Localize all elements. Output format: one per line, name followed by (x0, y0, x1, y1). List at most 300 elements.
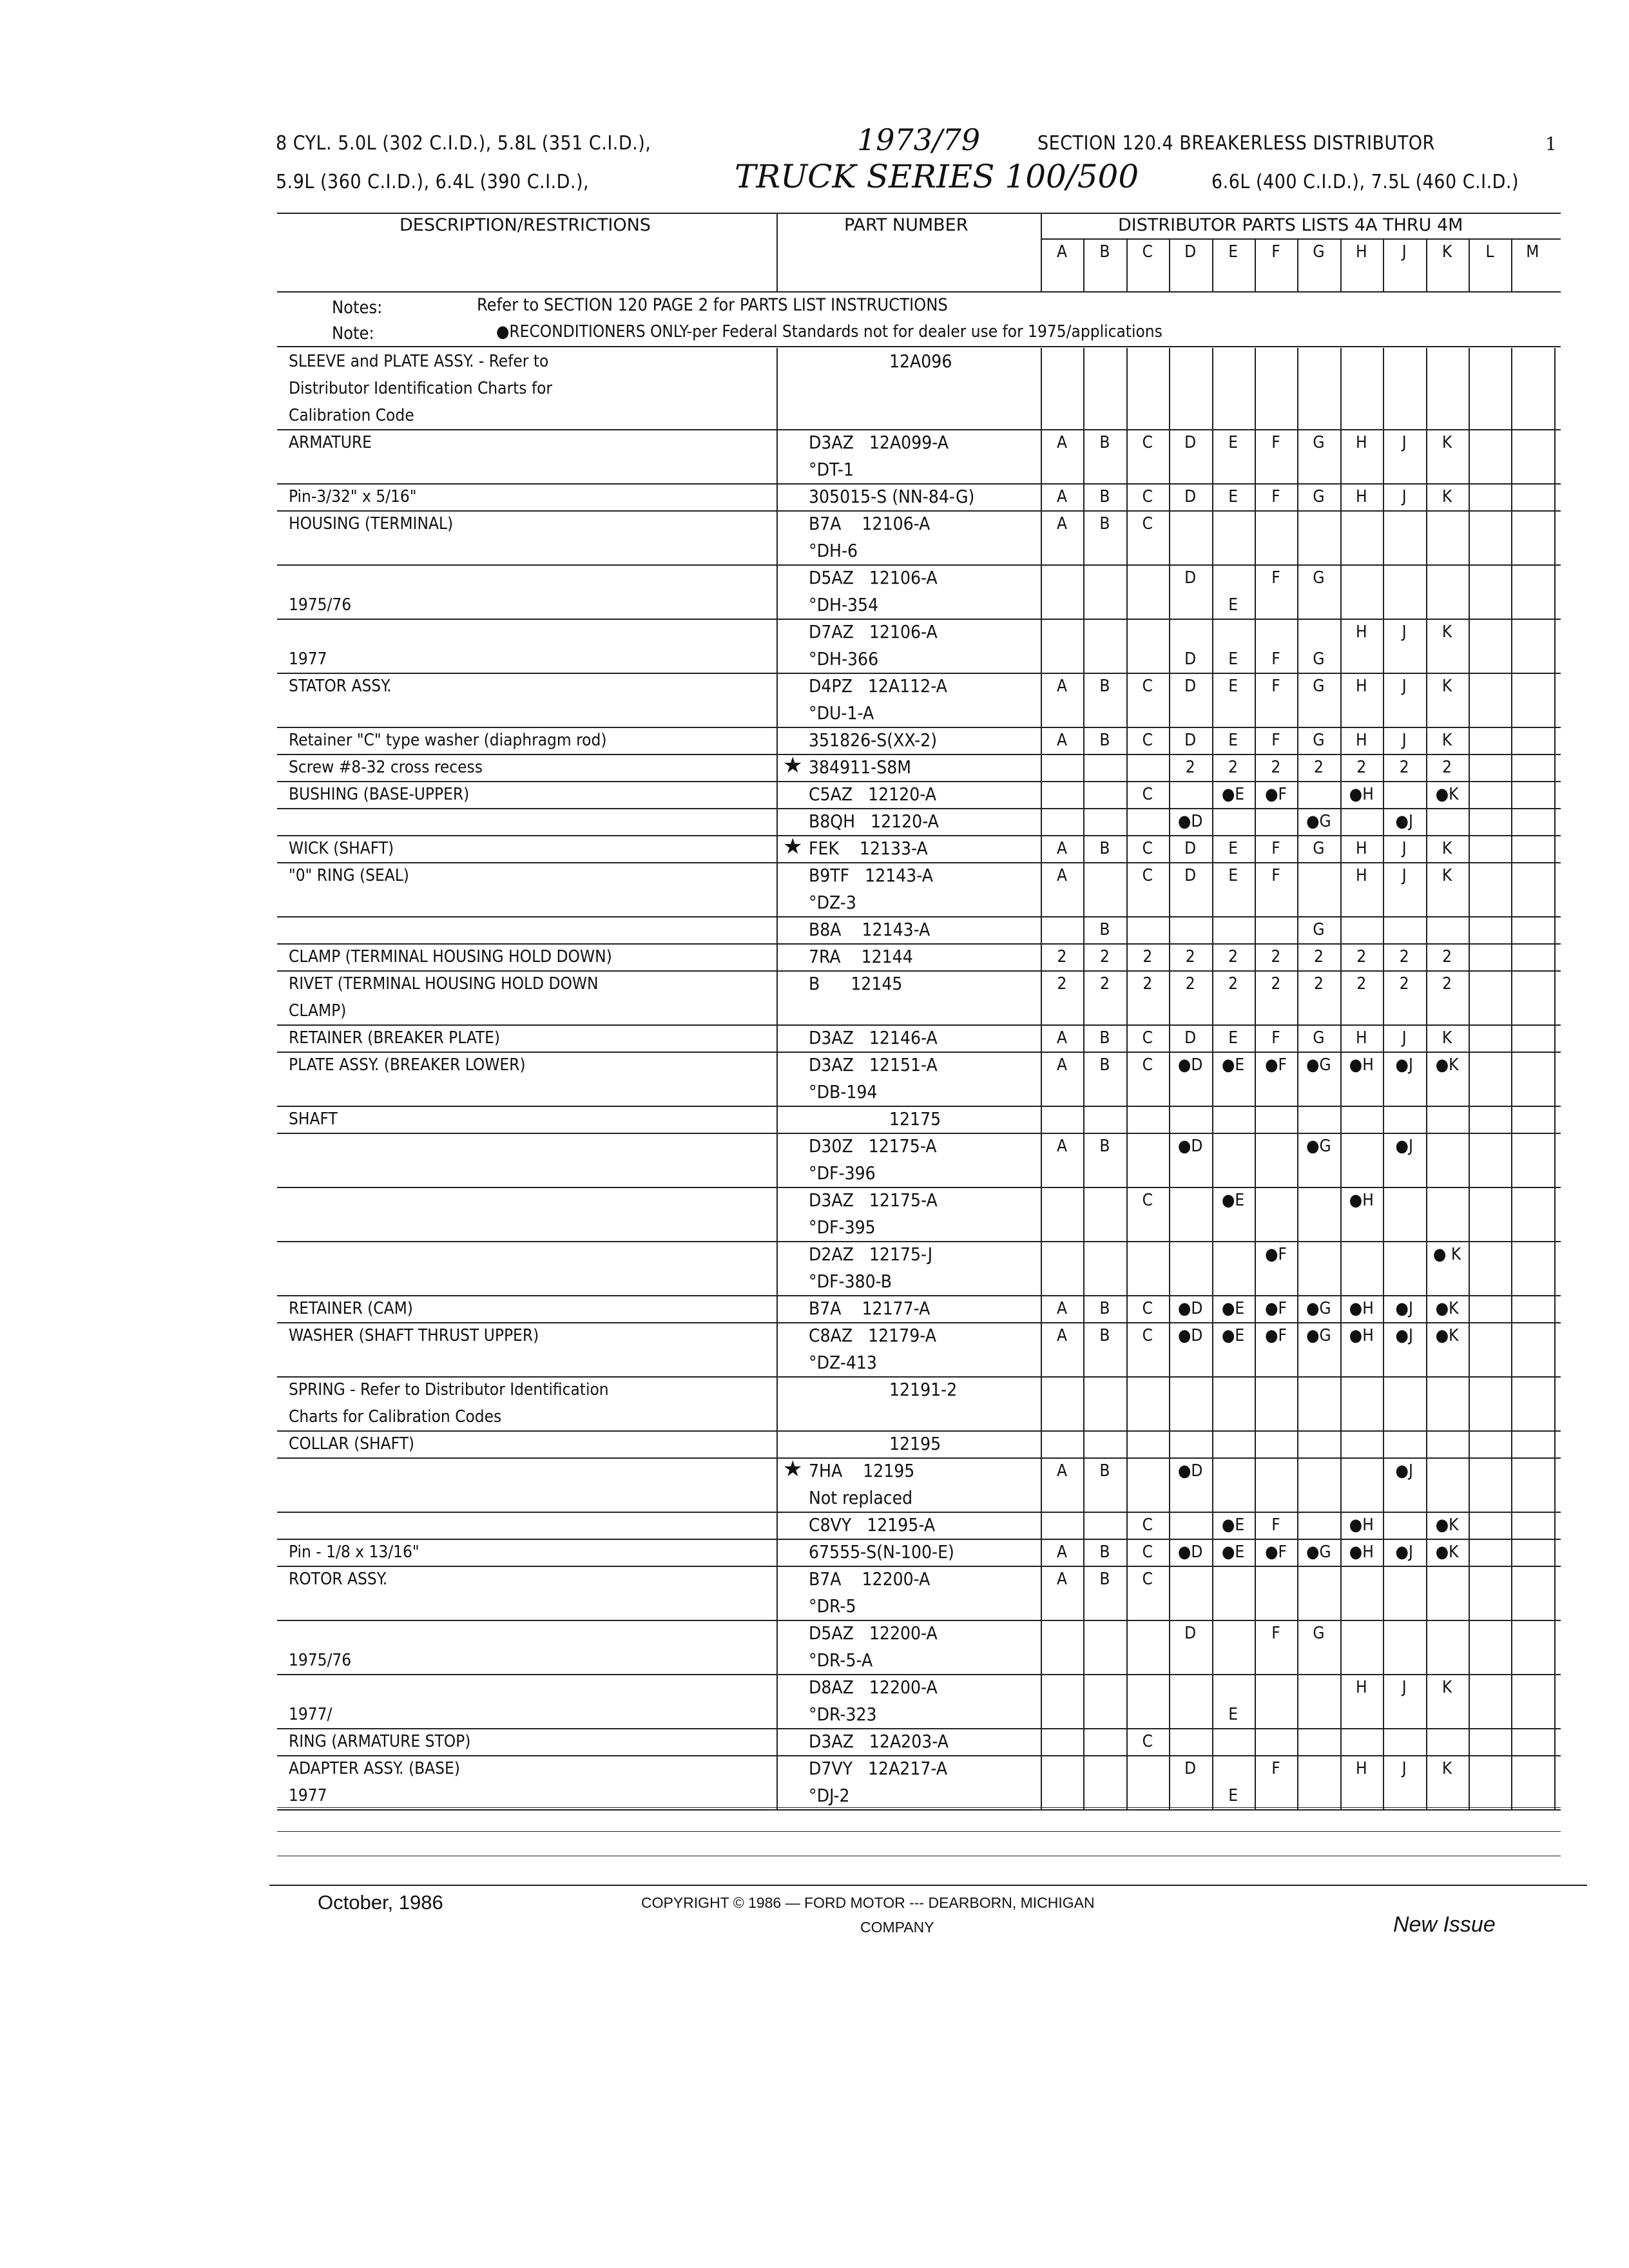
row-col-divider (1169, 1566, 1170, 1620)
row-col-divider (1041, 1430, 1042, 1457)
row-divider-desc (776, 1457, 778, 1512)
row-col-divider (1426, 1052, 1427, 1106)
row-col-divider (1083, 1295, 1084, 1322)
row-col-divider (1469, 1024, 1470, 1052)
row-col-divider (1554, 619, 1556, 673)
grid-cell-d: ●D (1177, 1461, 1203, 1481)
grid-cell-e: 2 (1228, 947, 1239, 966)
column-letter-g: G (1313, 242, 1325, 262)
row-col-divider (1554, 808, 1556, 835)
grid-cell-k: 2 (1442, 758, 1452, 777)
row-col-divider (1426, 564, 1427, 619)
row-col-divider (1255, 1187, 1256, 1241)
row-col-divider (1383, 1728, 1384, 1755)
row-col-divider (1340, 1674, 1342, 1728)
row-col-divider (1255, 808, 1256, 835)
row-col-divider (1426, 1295, 1427, 1322)
row-col-divider (1126, 1106, 1128, 1133)
grid-cell-g: 2 (1313, 947, 1324, 966)
row-col-divider (1212, 1295, 1213, 1322)
row-col-divider (1511, 916, 1512, 943)
row-col-divider (1126, 1133, 1128, 1187)
row-col-divider (1041, 564, 1042, 619)
row-col-divider (1212, 781, 1213, 808)
footer-date: October, 1986 (318, 1891, 443, 1914)
row-col-divider (1511, 348, 1512, 429)
grid-cell-c: C (1142, 785, 1153, 804)
row-col-divider (1297, 619, 1298, 673)
grid-cell-e: 2 (1228, 974, 1239, 994)
row-col-divider (1255, 1106, 1256, 1133)
row-col-divider (1169, 1376, 1170, 1430)
grid-cell-f: ●F (1265, 1299, 1287, 1318)
row-col-divider (1469, 970, 1470, 1024)
row-col-divider (1383, 619, 1384, 673)
row-col-divider (1340, 1241, 1342, 1295)
row-col-divider (1255, 727, 1256, 754)
row-col-divider (1169, 1512, 1170, 1539)
row-col-divider (1554, 1295, 1556, 1322)
row-col-divider (1340, 1322, 1342, 1376)
row-description: "0" RING (SEAL) (289, 866, 409, 885)
footer-company: COMPANY (860, 1919, 934, 1936)
grid-cell-e: ●E (1221, 785, 1245, 804)
row-col-divider (1426, 970, 1427, 1024)
row-description: RIVET (TERMINAL HOUSING HOLD DOWN (289, 974, 599, 994)
row-col-divider (1255, 1728, 1256, 1755)
row-col-divider (1126, 943, 1128, 970)
row-col-divider (1340, 1430, 1342, 1457)
row-col-divider (1041, 1052, 1042, 1106)
grid-cell-f: F (1271, 839, 1280, 858)
header-col-divider (1511, 238, 1512, 291)
row-col-divider (1426, 943, 1427, 970)
row-col-divider (1340, 1755, 1342, 1809)
row-col-divider (1169, 1674, 1170, 1728)
row-col-divider (1511, 1106, 1512, 1133)
row-description: Screw #8-32 cross recess (289, 758, 483, 777)
row-description: PLATE ASSY. (BREAKER LOWER) (289, 1055, 526, 1075)
row-col-divider (1169, 754, 1170, 781)
row-col-divider (1126, 1430, 1128, 1457)
row-col-divider (1255, 1430, 1256, 1457)
row-description: ADAPTER ASSY. (BASE) (289, 1759, 460, 1778)
grid-cell-f: ●F (1265, 1245, 1287, 1264)
row-part-number: °DH-6 (809, 540, 858, 561)
row-col-divider (1297, 510, 1298, 564)
row-part-number: B7A 12177-A (809, 1298, 930, 1319)
row-col-divider (1469, 348, 1470, 429)
row-col-divider (1126, 673, 1128, 727)
grid-cell-e: ●E (1221, 1326, 1245, 1345)
row-col-divider (1511, 1133, 1512, 1187)
row-col-divider (1126, 1457, 1128, 1512)
row-divider-desc (776, 1755, 778, 1809)
row-part-number: D3AZ 12A203-A (809, 1731, 949, 1752)
column-letter-h: H (1355, 242, 1367, 262)
row-col-divider (1212, 1539, 1213, 1566)
row-col-divider (1511, 943, 1512, 970)
row-col-divider (1083, 429, 1084, 483)
row-col-divider (1511, 429, 1512, 483)
grid-cell-b: B (1099, 1326, 1110, 1345)
row-col-divider (1469, 673, 1470, 727)
row-col-divider (1511, 1052, 1512, 1106)
grid-cell-a: A (1057, 1461, 1067, 1481)
grid-cell-d: ●D (1177, 812, 1203, 831)
row-description: HOUSING (TERMINAL) (289, 514, 454, 533)
row-part-number: °DB-194 (809, 1081, 878, 1102)
row-col-divider (1554, 1322, 1556, 1376)
row-col-divider (1169, 1133, 1170, 1187)
row-col-divider (1212, 1241, 1213, 1295)
row-col-divider (1469, 1241, 1470, 1295)
row-col-divider (1083, 1133, 1084, 1187)
grid-cell-h: 2 (1356, 758, 1367, 777)
row-col-divider (1083, 1512, 1084, 1539)
header-series-title: TRUCK SERIES 100/500 (735, 158, 1139, 195)
row-col-divider (1041, 943, 1042, 970)
row-col-divider (1126, 429, 1128, 483)
row-col-divider (1511, 673, 1512, 727)
row-col-divider (1255, 862, 1256, 916)
table-top-rule (277, 213, 1561, 214)
row-divider-desc (776, 1133, 778, 1187)
grid-cell-c: C (1142, 487, 1153, 506)
grid-cell-d: ●D (1177, 1299, 1203, 1318)
row-col-divider (1426, 1133, 1427, 1187)
row-col-divider (1297, 1430, 1298, 1457)
row-col-divider (1383, 1322, 1384, 1376)
row-col-divider (1426, 862, 1427, 916)
row-divider-desc (776, 835, 778, 862)
row-col-divider (1469, 1620, 1470, 1674)
grid-cell-f: F (1271, 866, 1280, 885)
row-description: 1977 (289, 649, 327, 669)
row-col-divider (1426, 619, 1427, 673)
grid-cell-f: 2 (1271, 947, 1281, 966)
row-col-divider (1041, 727, 1042, 754)
row-divider-desc (776, 1322, 778, 1376)
row-divider-desc (776, 862, 778, 916)
footer-rule (269, 1885, 1587, 1886)
grid-cell-f: F (1271, 433, 1280, 452)
row-description: RING (ARMATURE STOP) (289, 1732, 471, 1751)
grid-cell-d: D (1184, 866, 1197, 885)
grid-cell-b: B (1099, 1055, 1110, 1075)
grid-cell-k: ●K (1435, 1299, 1459, 1318)
row-part-number: 67555-S(N-100-E) (809, 1541, 954, 1562)
row-description: WASHER (SHAFT THRUST UPPER) (289, 1326, 539, 1345)
row-col-divider (1469, 1755, 1470, 1809)
row-col-divider (1469, 835, 1470, 862)
row-col-divider (1297, 754, 1298, 781)
row-col-divider (1469, 943, 1470, 970)
row-col-divider (1212, 1106, 1213, 1133)
row-col-divider (1126, 808, 1128, 835)
row-col-divider (1255, 429, 1256, 483)
row-col-divider (1297, 835, 1298, 862)
row-col-divider (1126, 1674, 1128, 1728)
grid-cell-f: ●F (1265, 785, 1287, 804)
grid-cell-a: A (1057, 1055, 1067, 1075)
row-col-divider (1340, 1295, 1342, 1322)
row-col-divider (1083, 1376, 1084, 1430)
header-cid-left-1: 8 CYL. 5.0L (302 C.I.D.), 5.8L (351 C.I.D.), (276, 132, 651, 155)
row-part-number: °DF-395 (809, 1216, 876, 1238)
row-col-divider (1469, 619, 1470, 673)
grid-cell-b: B (1099, 839, 1110, 858)
row-part-number: D7AZ 12106-A (809, 621, 938, 642)
row-col-divider (1511, 1024, 1512, 1052)
row-col-divider (1426, 1620, 1427, 1674)
grid-cell-h: ●H (1349, 1299, 1374, 1318)
row-col-divider (1083, 483, 1084, 510)
row-description: SLEEVE and PLATE ASSY. - Refer to (289, 352, 549, 371)
row-col-divider (1212, 1457, 1213, 1512)
grid-cell-k: ●K (1435, 1515, 1459, 1535)
row-col-divider (1126, 348, 1128, 429)
row-col-divider (1297, 781, 1298, 808)
row-col-divider (1126, 1728, 1128, 1755)
notes-text: Refer to SECTION 120 PAGE 2 for PARTS LIST INSTRUCTIONS (477, 295, 948, 315)
grid-cell-k: K (1441, 839, 1452, 858)
row-col-divider (1554, 1187, 1556, 1241)
grid-cell-g: 2 (1313, 758, 1324, 777)
row-col-divider (1041, 754, 1042, 781)
row-col-divider (1126, 1566, 1128, 1620)
row-col-divider (1169, 1295, 1170, 1322)
row-rule (277, 1809, 1561, 1811)
column-header-lists: DISTRIBUTOR PARTS LISTS 4A THRU 4M (1118, 215, 1463, 235)
row-col-divider (1469, 1133, 1470, 1187)
row-divider-desc (776, 727, 778, 754)
row-col-divider (1255, 1539, 1256, 1566)
row-col-divider (1255, 1674, 1256, 1728)
header-col-divider (1169, 238, 1170, 291)
row-col-divider (1469, 754, 1470, 781)
grid-cell-h: ●H (1349, 1055, 1374, 1075)
grid-cell-c: C (1142, 1542, 1153, 1562)
row-col-divider (1083, 1674, 1084, 1728)
row-part-number: C5AZ 12120-A (809, 783, 936, 805)
lists-title-rule (1041, 238, 1561, 240)
row-part-number: D5AZ 12106-A (809, 567, 938, 588)
row-part-number: °DZ-3 (809, 892, 856, 913)
row-col-divider (1255, 1620, 1256, 1674)
row-col-divider (1041, 673, 1042, 727)
row-col-divider (1511, 1566, 1512, 1620)
row-col-divider (1255, 564, 1256, 619)
row-divider-desc (776, 970, 778, 1024)
row-col-divider (1469, 916, 1470, 943)
grid-cell-a: A (1057, 1542, 1067, 1562)
blank-rule (277, 1807, 1561, 1808)
row-description: ROTOR ASSY. (289, 1570, 388, 1589)
row-col-divider (1212, 970, 1213, 1024)
grid-cell-a: 2 (1057, 974, 1067, 994)
row-col-divider (1255, 1566, 1256, 1620)
row-description: RETAINER (BREAKER PLATE) (289, 1028, 501, 1048)
row-col-divider (1469, 808, 1470, 835)
row-col-divider (1212, 1755, 1213, 1809)
row-col-divider (1426, 1512, 1427, 1539)
row-col-divider (1297, 1052, 1298, 1106)
row-col-divider (1169, 510, 1170, 564)
row-part-number: B7A 12106-A (809, 513, 930, 534)
row-col-divider (1041, 781, 1042, 808)
row-col-divider (1255, 1755, 1256, 1809)
row-col-divider (1426, 673, 1427, 727)
grid-cell-h: H (1355, 1759, 1367, 1778)
row-col-divider (1041, 483, 1042, 510)
grid-cell-f: ●F (1265, 1542, 1287, 1562)
row-col-divider (1426, 1457, 1427, 1512)
row-col-divider (1126, 619, 1128, 673)
grid-cell-j: ●J (1395, 1542, 1413, 1562)
grid-cell-e: E (1228, 866, 1238, 885)
row-col-divider (1212, 429, 1213, 483)
row-col-divider (1212, 1620, 1213, 1674)
row-col-divider (1426, 1755, 1427, 1809)
row-col-divider (1212, 754, 1213, 781)
row-col-divider (1083, 1241, 1084, 1295)
row-col-divider (1297, 970, 1298, 1024)
row-divider-desc (776, 1566, 778, 1620)
row-col-divider (1554, 862, 1556, 916)
grid-cell-j: ●J (1395, 1461, 1413, 1481)
row-col-divider (1554, 564, 1556, 619)
row-col-divider (1169, 781, 1170, 808)
row-part-number: °DF-380-B (809, 1271, 892, 1292)
grid-cell-h: H (1355, 866, 1367, 885)
row-part-number: °DR-5 (809, 1595, 856, 1617)
row-part-number: FEK 12133-A (809, 838, 928, 859)
star-icon: ★ (783, 834, 803, 860)
grid-cell-a: A (1057, 1570, 1067, 1589)
row-col-divider (1083, 348, 1084, 429)
grid-cell-d: D (1184, 487, 1197, 506)
row-col-divider (1297, 916, 1298, 943)
row-col-divider (1340, 1539, 1342, 1566)
row-col-divider (1126, 1024, 1128, 1052)
row-col-divider (1426, 483, 1427, 510)
row-col-divider (1469, 1322, 1470, 1376)
row-col-divider (1212, 564, 1213, 619)
row-part-number: B9TF 12143-A (809, 865, 933, 886)
row-description: Calibration Code (289, 406, 414, 425)
row-divider-desc (776, 1295, 778, 1322)
row-col-divider (1469, 862, 1470, 916)
row-description: Charts for Calibration Codes (289, 1407, 502, 1427)
grid-cell-d: D (1184, 433, 1197, 452)
grid-cell-e: ●E (1221, 1299, 1245, 1318)
row-col-divider (1554, 727, 1556, 754)
grid-cell-k: K (1441, 622, 1452, 642)
row-col-divider (1383, 781, 1384, 808)
row-col-divider (1169, 1457, 1170, 1512)
row-col-divider (1255, 1133, 1256, 1187)
row-part-number: B7A 12200-A (809, 1568, 930, 1590)
row-divider-desc (776, 673, 778, 727)
row-part-number: °DJ-2 (809, 1785, 850, 1806)
grid-cell-g: ●G (1306, 1326, 1331, 1345)
row-part-number: °DR-323 (809, 1704, 877, 1725)
grid-cell-j: J (1402, 1759, 1407, 1778)
row-part-number: 351826-S(XX-2) (809, 729, 938, 751)
row-col-divider (1041, 808, 1042, 835)
row-col-divider (1554, 1133, 1556, 1187)
grid-cell-h: H (1355, 839, 1367, 858)
row-col-divider (1297, 429, 1298, 483)
row-col-divider (1426, 1539, 1427, 1566)
row-col-divider (1426, 1728, 1427, 1755)
grid-cell-d: D (1184, 677, 1197, 696)
row-col-divider (1255, 1512, 1256, 1539)
grid-cell-f: 2 (1271, 758, 1281, 777)
grid-cell-g: G (1313, 677, 1325, 696)
row-col-divider (1255, 943, 1256, 970)
header-col-divider (1212, 238, 1213, 291)
row-col-divider (1041, 1620, 1042, 1674)
row-description: Distributor Identification Charts for (289, 379, 553, 398)
row-col-divider (1511, 754, 1512, 781)
row-col-divider (1383, 727, 1384, 754)
grid-cell-g: G (1313, 649, 1325, 669)
row-col-divider (1041, 1241, 1042, 1295)
row-col-divider (1212, 348, 1213, 429)
grid-cell-j: J (1402, 622, 1407, 642)
row-col-divider (1083, 1322, 1084, 1376)
row-col-divider (1511, 564, 1512, 619)
grid-cell-d: ●D (1177, 1055, 1203, 1075)
grid-cell-e: E (1228, 1786, 1238, 1805)
grid-cell-e: E (1228, 433, 1238, 452)
row-col-divider (1041, 510, 1042, 564)
row-col-divider (1383, 673, 1384, 727)
row-col-divider (1340, 1620, 1342, 1674)
row-col-divider (1383, 1620, 1384, 1674)
row-col-divider (1169, 1728, 1170, 1755)
row-col-divider (1297, 348, 1298, 429)
row-col-divider (1126, 1376, 1128, 1430)
row-col-divider (1426, 510, 1427, 564)
row-col-divider (1469, 1295, 1470, 1322)
row-col-divider (1041, 1755, 1042, 1809)
row-col-divider (1083, 1539, 1084, 1566)
grid-cell-j: J (1402, 1678, 1407, 1697)
row-col-divider (1426, 1106, 1427, 1133)
grid-cell-k: K (1441, 677, 1452, 696)
grid-cell-f: F (1271, 1028, 1280, 1048)
row-col-divider (1383, 1512, 1384, 1539)
row-col-divider (1426, 1674, 1427, 1728)
row-col-divider (1511, 835, 1512, 862)
grid-cell-e: ●E (1221, 1515, 1245, 1535)
row-col-divider (1554, 916, 1556, 943)
grid-cell-f: F (1271, 677, 1280, 696)
row-col-divider (1426, 1241, 1427, 1295)
header-col-divider (1426, 238, 1427, 291)
grid-cell-b: B (1099, 1299, 1110, 1318)
row-col-divider (1554, 1106, 1556, 1133)
row-col-divider (1426, 916, 1427, 943)
row-col-divider (1041, 1566, 1042, 1620)
row-col-divider (1554, 1376, 1556, 1430)
row-col-divider (1297, 808, 1298, 835)
row-col-divider (1255, 619, 1256, 673)
grid-cell-c: 2 (1142, 974, 1153, 994)
